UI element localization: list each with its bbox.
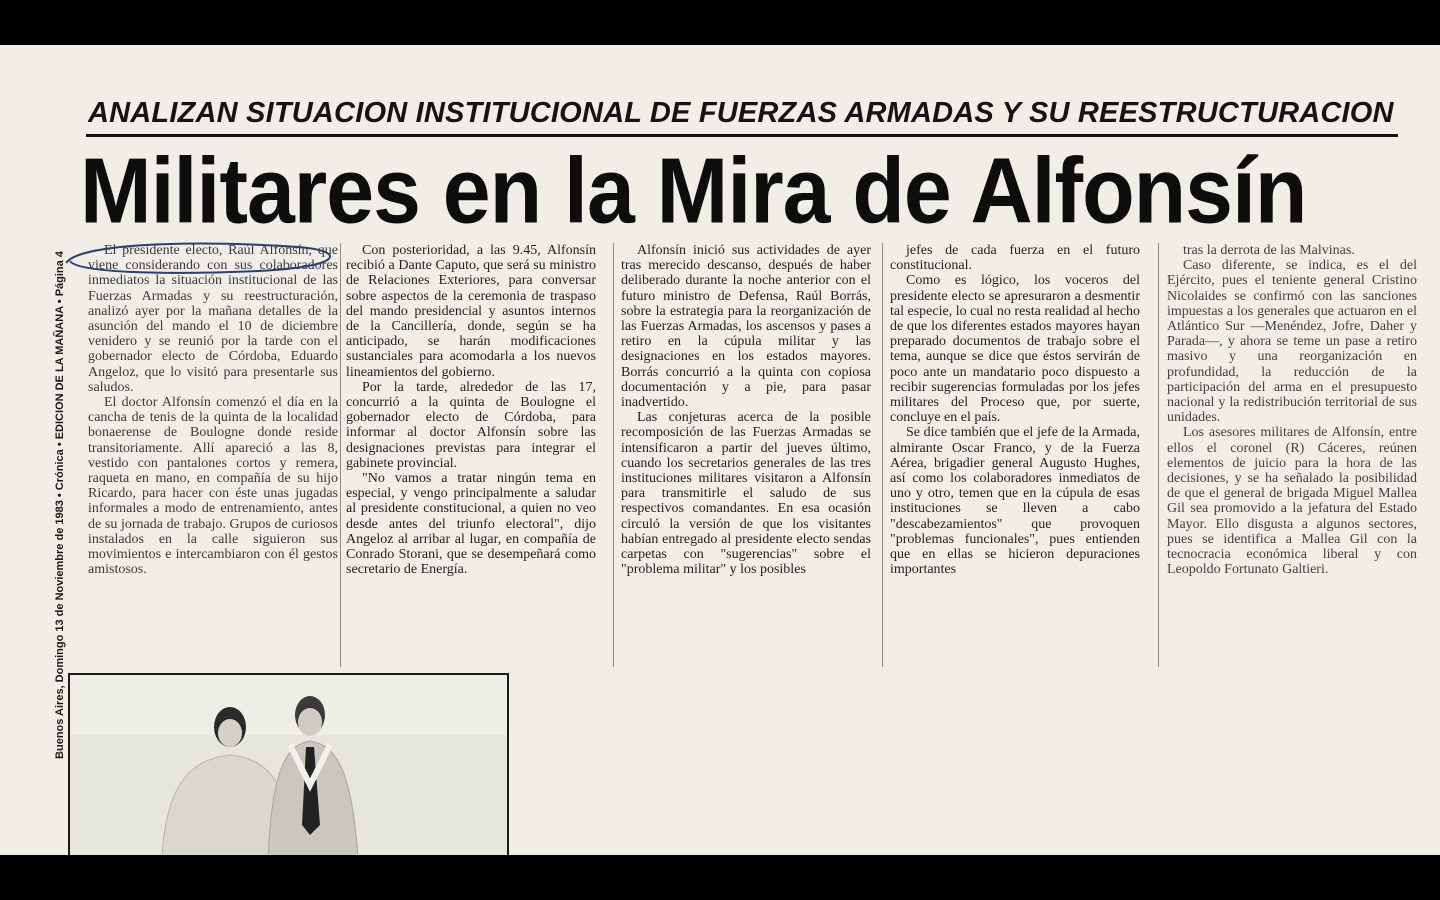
column-divider xyxy=(340,243,341,667)
paragraph: Con posterioridad, a las 9.45, Alfonsín recibió a Dante Caputo, que será su ministro de Relaciones Exteriores, para conversar sobre aspectos de la ceremonia de traspaso del mando presidencial y asuntos internos de la Cancillería, donde, según se ha anticipado, se harán modificaciones sustanciales para acomodarla a los nuevos lineamientos del gobierno. xyxy=(346,243,596,380)
article-column-2 xyxy=(346,243,596,667)
article-column-3 xyxy=(621,243,871,667)
article-column-4 xyxy=(890,243,1140,667)
kicker-headline: ANALIZAN SITUACION INSTITUCIONAL DE FUERZAS ARMADAS Y SU REESTRUCTURACION xyxy=(88,97,1394,129)
paragraph: Las conjeturas acerca de la posible recomposición de las Fuerzas Armadas se intensificaron a partir del jueves último, cuando los secretarios generales de las tres instituciones militares visitaron a Alfonsín para transmitirle el saludo de sus respectivos comandantes. En esa ocasión circuló la versión de que los visitantes habían entregado al presidente electo sendas carpetas con "sugerencias" sobre el "problema militar" y los posibles xyxy=(621,410,871,578)
news-photo xyxy=(68,673,509,855)
paragraph: Los asesores militares de Alfonsín, entre ellos el coronel (R) Cáceres, reúnen elementos de juicio para la hora de las decisiones, y se ha señalado la posibilidad de que el general de brigada Miguel Mallea Gil sea promovido a la jefatura del Estado Mayor. Ello disgusta a algunos sectores, pues se identifica a Mallea Gil con la tecnocracia económica liberal y con Leopoldo Fortunato Galtieri. xyxy=(1167,425,1417,578)
paragraph: Caso diferente, se indica, es el del Ejército, pues el teniente general Cristino Nicolaides se confirmó con las sanciones impuestas a los generales que actuaron en el Atlántico Sur —Menéndez, Jofre, Daher y Parada—, y ahora se teme un pase a retiro masivo y una reorganización en profundidad, la reducción de la participación del arma en el presupuesto nacional y la redistribución territorial de sus unidades. xyxy=(1167,258,1417,426)
paragraph: jefes de cada fuerza en el futuro constitucional. xyxy=(890,243,1140,274)
paragraph: El doctor Alfonsín comenzó el día en la cancha de tenis de la quinta de la localidad bonaerense de Boulogne donde reside transitoriamente. Allí apareció a las 8, vestido con pantalones cortos y remera, raqueta en mano, en compañía de su hijo Ricardo, para hacer con éste unas jugadas informales a modo de entrenamiento, antes de su jornada de trabajo. Grupos de curiosos instalados en la calle siguieron sus movimientos e intercambiaron con él gestos amistosos. xyxy=(88,395,338,578)
article-column-1 xyxy=(88,243,338,667)
column-divider xyxy=(1158,243,1159,667)
paragraph: Como es lógico, los voceros del presidente electo se apresuraron a desmentir tal especie, lo cual no resta realidad al hecho de que los diferentes estados mayores hayan preparado documentos de trabajo sobre el tema, aunque se dice que éstos servirán de poco ante un mandatario poco dispuesto a recibir sugerencias formuladas por los jefes militares del Proceso que, por suerte, concluye en el país. xyxy=(890,273,1140,426)
photo-image xyxy=(70,675,507,855)
paragraph: Por la tarde, alrededor de las 17, concurrió a la quinta de Boulogne el gobernador electo de Córdoba, para informar al doctor Alfonsín sobre las designaciones previstas para integrar el gabinete provincial. xyxy=(346,379,596,471)
newspaper-clipping xyxy=(0,45,1440,855)
paragraph: Se dice también que el jefe de la Armada, almirante Oscar Franco, y de la Fuerza Aérea, brigadier general Augusto Hughes, así como los colaboradores inmediatos de uno y otro, temen que en la cúpula de esas instituciones se lleven a cabo "descabezamientos" que provoquen "problemas funcionales", pues entienden que en ellas se hicieron depuraciones importantes xyxy=(890,425,1140,578)
article-column-5 xyxy=(1167,243,1417,667)
column-divider xyxy=(613,243,614,667)
side-caption-text: Buenos Aires, Domingo 13 de Noviembre de 1983 • Crónica • EDICION DE LA MAÑANA • Página 4 xyxy=(54,251,66,759)
column-divider xyxy=(882,243,883,667)
headline: Militares en la Mira de Alfonsín xyxy=(80,139,1307,243)
paragraph: Alfonsín inició sus actividades de ayer tras merecido descanso, después de haber deliberado durante la noche anterior con el futuro ministro de Defensa, Raúl Borrás, sobre la estrategia para la reorganización de las Fuerzas Armadas, los ascensos y pases a retiro en la cúpula militar y las designaciones en los estados mayores. Borrás concurrió a la quinta con copiosa documentación y a pie, para pasar inadvertido. xyxy=(621,243,871,411)
paragraph: El presidente electo, Raúl Alfonsín, que viene considerando con sus colaboradores inmediatos la situación institucional de las Fuerzas Armadas y su reestructuración, analizó ayer por la mañana detalles de la asunción del mando el 10 de diciembre venidero y se reunió por la tarde con el gobernador electo de Córdoba, Eduardo Angeloz, que lo visitó para presentarle sus saludos. xyxy=(88,243,338,395)
paragraph: tras la derrota de las Malvinas. xyxy=(1183,243,1355,258)
paragraph: "No vamos a tratar ningún tema en especial, y vengo principalmente a saludar al presidente constitucional, a quien no veo desde antes del triunfo electoral", dijo Angeloz al arribar al lugar, en compañía de Conrado Storani, que se desempeñará como secretario de Energía. xyxy=(346,471,596,578)
handwritten-ink-circle xyxy=(58,237,358,277)
